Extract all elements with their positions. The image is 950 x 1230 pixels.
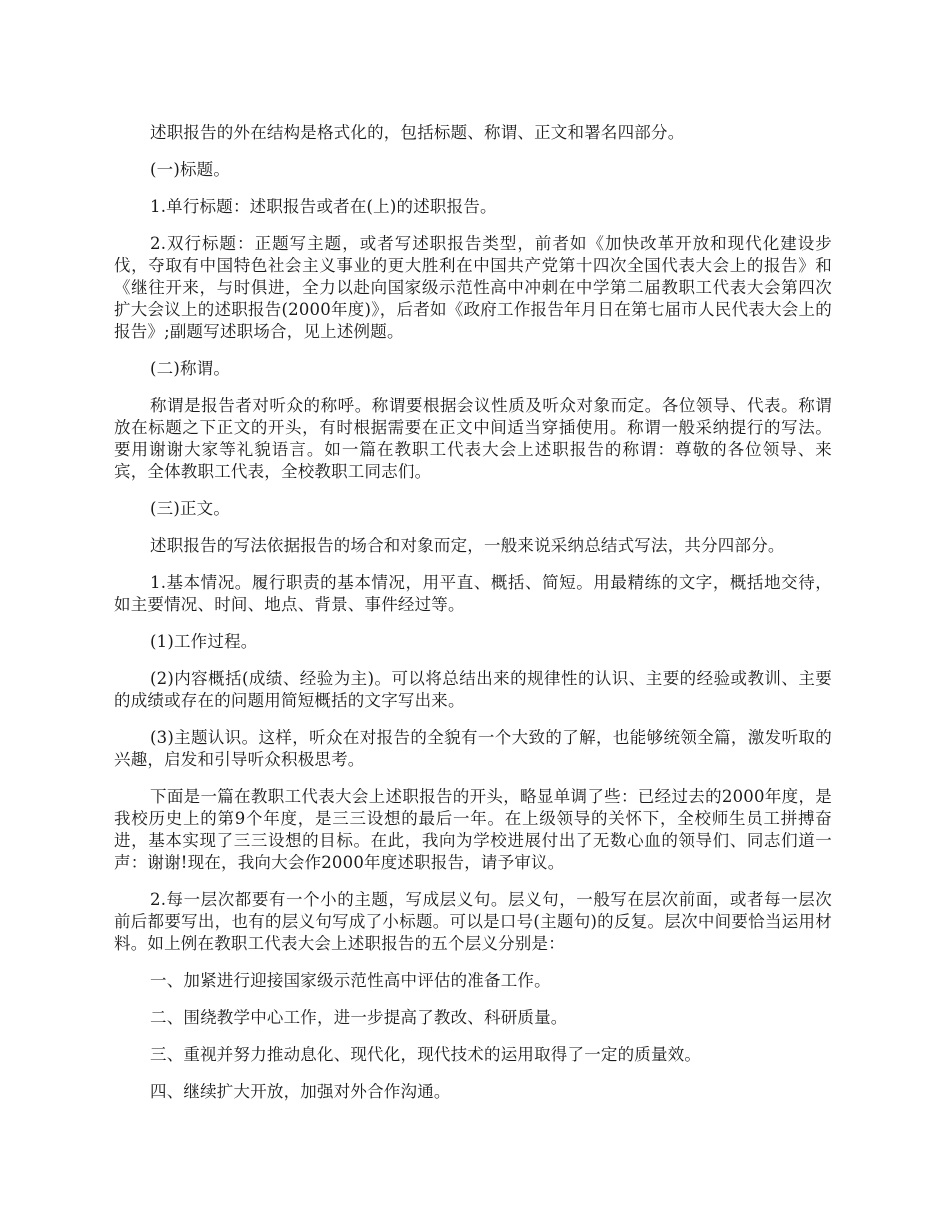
paragraph-body-intro: 述职报告的写法依据报告的场合和对象而定，一般来说采纳总结式写法，共分四部分。 (150, 536, 785, 555)
list-item-layer-3: 三、重视并努力推动息化、现代化，现代技术的运用取得了一定的质量效。 (150, 1045, 702, 1064)
paragraph-salutation: 称谓是报告者对听众的称呼。称谓要根据会议性质及听众对象而定。各位领导、代表。称谓放在标题之下正文的开头，有时根据需要在正文中间适当穿插使用。称谓一般采纳提行的写法。要用谢谢大家等礼貌语言。如一篇在教职工代表大会上述职报告的称谓：尊敬的各位领导、来宾，全体教职工代表，全校教职工同志们。 (114, 396, 832, 481)
paragraph-example-opening: 下面是一篇在教职工代表大会上述职报告的开头，略显单调了些：已经过去的2000年度，是我校历史上的第9个年度，是三三设想的最后一年。在上级领导的关怀下，全校师生员工拼搏奋进，基本实现了三三设想的目标。在此，我向为学校进展付出了无数心血的领导们、同志们道一声：谢谢!现在，我向大会作2000年度述职报告，请予审议。 (114, 787, 832, 872)
list-item-layer-2: 二、围绕教学中心工作，进一步提高了教改、科研质量。 (150, 1008, 568, 1027)
paragraph-single-title: 1.单行标题：述职报告或者在(上)的述职报告。 (150, 197, 497, 216)
paragraph-theme-recognition: (3)主题认识。这样，听众在对报告的全貌有一个大致的了解，也能够统领全篇，激发听取的兴趣，启发和引导听众积极思考。 (114, 728, 832, 769)
paragraph-intro: 述职报告的外在结构是格式化的，包括标题、称谓、正文和署名四部分。 (150, 123, 685, 142)
heading-body-section: (三)正文。 (150, 499, 231, 518)
heading-salutation-section: (二)称谓。 (150, 359, 231, 378)
heading-title-section: (一)标题。 (150, 160, 231, 179)
paragraph-basic-situation: 1.基本情况。履行职责的基本情况，用平直、概括、简短。用最精练的文字，概括地交待，如主要情况、时间、地点、背景、事件经过等。 (114, 573, 832, 614)
paragraph-content-summary: (2)内容概括(成绩、经验为主)。可以将总结出来的规律性的认识、主要的经验或教训、主要的成绩或存在的问题用简短概括的文字写出来。 (114, 669, 832, 710)
document-body (114, 122, 832, 1118)
paragraph-double-title: 2.双行标题：正题写主题，或者写述职报告类型，前者如《加快改革开放和现代化建设步伐，夺取有中国特色社会主义事业的更大胜利在中国共产党第十四次全国代表大会上的报告》和《继往开来，与时俱进，全力以赴向国家级示范性高中冲刺在中学第二届教职工代表大会第四次扩大会议上的述职报告(2000年度)》，后者如《政府工作报告年月日在第七届市人民代表大会上的报告》;副题写述职场合，见上述例题。 (114, 234, 832, 341)
paragraph-layer-theme: 2.每一层次都要有一个小的主题，写成层义句。层义句，一般写在层次前面，或者每一层次前后都要写出，也有的层义句写成了小标题。可以是口号(主题句)的反复。层次中间要恰当运用材料。如上例在教职工代表大会上述职报告的五个层义分别是： (114, 890, 832, 953)
list-item-layer-4: 四、继续扩大开放，加强对外合作沟通。 (150, 1082, 451, 1101)
paragraph-work-process: (1)工作过程。 (150, 632, 258, 651)
list-item-layer-1: 一、加紧进行迎接国家级示范性高中评估的准备工作。 (150, 971, 551, 990)
